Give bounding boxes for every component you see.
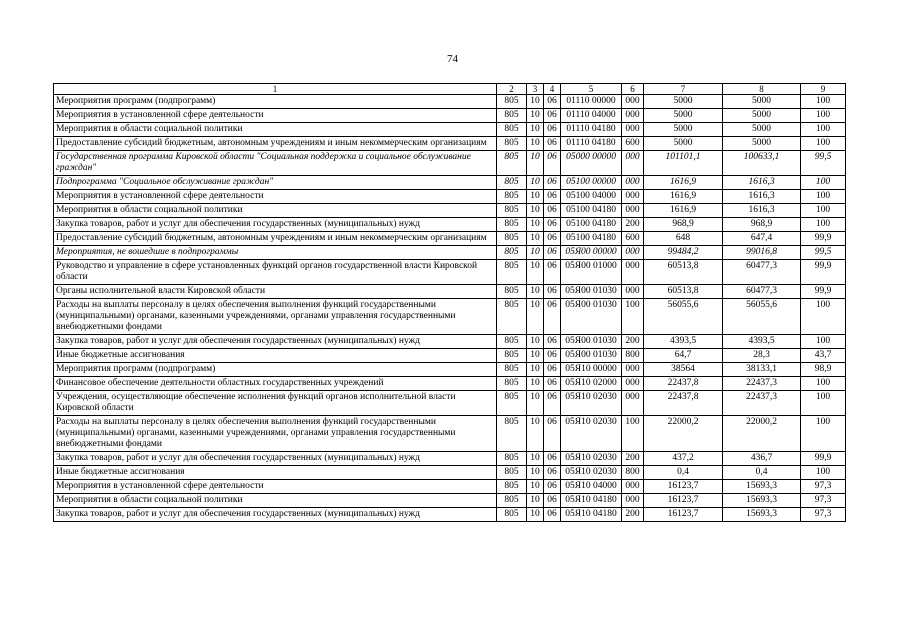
cell-section: 10 [527, 508, 544, 522]
cell-code-admin: 805 [497, 123, 527, 137]
cell-expense-type: 000 [622, 480, 644, 494]
cell-section: 10 [527, 466, 544, 480]
cell-planned: 437,2 [644, 452, 723, 466]
cell-expense-type: 000 [622, 494, 644, 508]
cell-planned: 22437,8 [644, 377, 723, 391]
cell-target-article: 05Я10 02030 [561, 391, 622, 416]
cell-section: 10 [527, 377, 544, 391]
cell-percent: 100 [801, 176, 846, 190]
cell-subsection: 06 [544, 218, 561, 232]
cell-percent: 100 [801, 123, 846, 137]
cell-target-article: 05Я10 04180 [561, 508, 622, 522]
cell-target-article: 05100 04180 [561, 232, 622, 246]
cell-section: 10 [527, 285, 544, 299]
cell-subsection: 06 [544, 480, 561, 494]
cell-code-admin: 805 [497, 377, 527, 391]
table-row [54, 363, 846, 377]
cell-code-admin: 805 [497, 391, 527, 416]
cell-planned: 16123,7 [644, 480, 723, 494]
cell-expense-type: 100 [622, 299, 644, 335]
cell-target-article: 05100 00000 [561, 176, 622, 190]
cell-name: Закупка товаров, работ и услуг для обеспечения государственных (муниципальных) нужд [54, 508, 497, 522]
table-row [54, 494, 846, 508]
cell-planned: 648 [644, 232, 723, 246]
cell-percent: 100 [801, 109, 846, 123]
cell-percent: 100 [801, 299, 846, 335]
cell-name: Мероприятия в области социальной политики [54, 494, 497, 508]
cell-name: Закупка товаров, работ и услуг для обеспечения государственных (муниципальных) нужд [54, 335, 497, 349]
table-header-row [54, 84, 846, 95]
cell-code-admin: 805 [497, 176, 527, 190]
cell-name: Финансовое обеспечение деятельности областных государственных учреждений [54, 377, 497, 391]
cell-percent: 97,3 [801, 508, 846, 522]
cell-planned: 56055,6 [644, 299, 723, 335]
cell-expense-type: 000 [622, 363, 644, 377]
cell-subsection: 06 [544, 109, 561, 123]
cell-planned: 60513,8 [644, 260, 723, 285]
cell-code-admin: 805 [497, 508, 527, 522]
cell-section: 10 [527, 218, 544, 232]
cell-code-admin: 805 [497, 137, 527, 151]
cell-name: Мероприятия в области социальной политики [54, 123, 497, 137]
cell-code-admin: 805 [497, 299, 527, 335]
cell-target-article: 05Я10 04180 [561, 494, 622, 508]
cell-planned: 968,9 [644, 218, 723, 232]
cell-percent: 98,9 [801, 363, 846, 377]
cell-section: 10 [527, 299, 544, 335]
table-row [54, 299, 846, 335]
cell-section: 10 [527, 363, 544, 377]
cell-percent: 100 [801, 335, 846, 349]
cell-executed: 4393,5 [723, 335, 801, 349]
cell-name: Мероприятия в установленной сфере деятельности [54, 109, 497, 123]
table-row [54, 391, 846, 416]
header-cell: 5 [561, 84, 622, 95]
cell-section: 10 [527, 95, 544, 109]
cell-executed: 60477,3 [723, 285, 801, 299]
cell-planned: 22437,8 [644, 391, 723, 416]
cell-target-article: 05Я00 01030 [561, 349, 622, 363]
cell-section: 10 [527, 335, 544, 349]
cell-expense-type: 000 [622, 391, 644, 416]
cell-expense-type: 000 [622, 204, 644, 218]
table-row [54, 416, 846, 452]
cell-code-admin: 805 [497, 232, 527, 246]
cell-code-admin: 805 [497, 218, 527, 232]
header-cell: 8 [723, 84, 801, 95]
cell-expense-type: 000 [622, 285, 644, 299]
cell-expense-type: 200 [622, 452, 644, 466]
cell-expense-type: 200 [622, 218, 644, 232]
cell-code-admin: 805 [497, 285, 527, 299]
header-cell: 2 [497, 84, 527, 95]
cell-subsection: 06 [544, 151, 561, 176]
cell-executed: 968,9 [723, 218, 801, 232]
table-row [54, 218, 846, 232]
cell-code-admin: 805 [497, 480, 527, 494]
cell-section: 10 [527, 232, 544, 246]
cell-target-article: 05Я10 02030 [561, 452, 622, 466]
cell-planned: 101101,1 [644, 151, 723, 176]
cell-target-article: 01110 04180 [561, 123, 622, 137]
cell-target-article: 05Я10 04000 [561, 480, 622, 494]
cell-name: Органы исполнительной власти Кировской области [54, 285, 497, 299]
table-row [54, 109, 846, 123]
cell-planned: 1616,9 [644, 190, 723, 204]
cell-name: Мероприятия, не вошедшие в подпрограммы [54, 246, 497, 260]
cell-planned: 16123,7 [644, 508, 723, 522]
cell-target-article: 05Я10 02000 [561, 377, 622, 391]
cell-name: Мероприятия в установленной сфере деятельности [54, 190, 497, 204]
cell-executed: 28,3 [723, 349, 801, 363]
cell-code-admin: 805 [497, 190, 527, 204]
cell-expense-type: 800 [622, 466, 644, 480]
cell-subsection: 06 [544, 95, 561, 109]
cell-code-admin: 805 [497, 151, 527, 176]
cell-target-article: 01110 04180 [561, 137, 622, 151]
cell-name: Иные бюджетные ассигнования [54, 466, 497, 480]
cell-planned: 5000 [644, 109, 723, 123]
cell-subsection: 06 [544, 508, 561, 522]
header-cell: 3 [527, 84, 544, 95]
budget-table [53, 83, 846, 522]
cell-executed: 15693,3 [723, 480, 801, 494]
cell-subsection: 06 [544, 377, 561, 391]
cell-percent: 99,5 [801, 246, 846, 260]
table-row [54, 335, 846, 349]
cell-executed: 5000 [723, 137, 801, 151]
cell-expense-type: 600 [622, 137, 644, 151]
cell-section: 10 [527, 137, 544, 151]
cell-name: Учреждения, осуществляющие обеспечение исполнения функций органов исполнительной власти Кировской области [54, 391, 497, 416]
table-row [54, 123, 846, 137]
cell-executed: 100633,1 [723, 151, 801, 176]
cell-percent: 100 [801, 190, 846, 204]
cell-percent: 100 [801, 137, 846, 151]
cell-code-admin: 805 [497, 416, 527, 452]
cell-percent: 100 [801, 391, 846, 416]
cell-subsection: 06 [544, 246, 561, 260]
cell-code-admin: 805 [497, 494, 527, 508]
cell-subsection: 06 [544, 494, 561, 508]
cell-target-article: 05100 04180 [561, 218, 622, 232]
cell-executed: 38133,1 [723, 363, 801, 377]
cell-executed: 22437,3 [723, 377, 801, 391]
cell-percent: 100 [801, 377, 846, 391]
cell-planned: 5000 [644, 137, 723, 151]
cell-name: Предоставление субсидий бюджетным, автономным учреждениям и иным некоммерческим организациям [54, 232, 497, 246]
cell-subsection: 06 [544, 204, 561, 218]
table-row [54, 285, 846, 299]
cell-name: Мероприятия программ (подпрограмм) [54, 363, 497, 377]
cell-code-admin: 805 [497, 363, 527, 377]
cell-percent: 43,7 [801, 349, 846, 363]
table-row [54, 232, 846, 246]
cell-section: 10 [527, 391, 544, 416]
cell-code-admin: 805 [497, 466, 527, 480]
cell-expense-type: 600 [622, 232, 644, 246]
cell-expense-type: 800 [622, 349, 644, 363]
table-row [54, 377, 846, 391]
cell-name: Подпрограмма "Социальное обслуживание граждан" [54, 176, 497, 190]
cell-expense-type: 000 [622, 176, 644, 190]
table-body [54, 84, 846, 522]
cell-name: Мероприятия в установленной сфере деятельности [54, 480, 497, 494]
table-row [54, 452, 846, 466]
cell-planned: 4393,5 [644, 335, 723, 349]
cell-name: Мероприятия программ (подпрограмм) [54, 95, 497, 109]
cell-section: 10 [527, 494, 544, 508]
cell-subsection: 06 [544, 123, 561, 137]
cell-subsection: 06 [544, 232, 561, 246]
cell-percent: 99,9 [801, 285, 846, 299]
cell-planned: 5000 [644, 123, 723, 137]
cell-target-article: 05Я10 02030 [561, 416, 622, 452]
cell-percent: 100 [801, 95, 846, 109]
cell-executed: 60477,3 [723, 260, 801, 285]
cell-executed: 99016,8 [723, 246, 801, 260]
cell-planned: 16123,7 [644, 494, 723, 508]
table-row [54, 137, 846, 151]
cell-executed: 5000 [723, 95, 801, 109]
cell-code-admin: 805 [497, 335, 527, 349]
cell-expense-type: 000 [622, 151, 644, 176]
cell-target-article: 05Я10 00000 [561, 363, 622, 377]
table-row [54, 349, 846, 363]
cell-expense-type: 000 [622, 260, 644, 285]
cell-percent: 99,9 [801, 232, 846, 246]
cell-name: Расходы на выплаты персоналу в целях обеспечения выполнения функций государственными (муниципальными) органами, казенными учреждениями, органами управления государственными внебюджетными фондами [54, 416, 497, 452]
header-cell: 4 [544, 84, 561, 95]
header-cell: 1 [54, 84, 497, 95]
cell-subsection: 06 [544, 137, 561, 151]
cell-executed: 0,4 [723, 466, 801, 480]
cell-target-article: 05100 04000 [561, 190, 622, 204]
cell-code-admin: 805 [497, 95, 527, 109]
cell-planned: 1616,9 [644, 176, 723, 190]
cell-percent: 99,5 [801, 151, 846, 176]
cell-name: Мероприятия в области социальной политики [54, 204, 497, 218]
cell-name: Иные бюджетные ассигнования [54, 349, 497, 363]
cell-target-article: 05Я00 01030 [561, 285, 622, 299]
cell-planned: 60513,8 [644, 285, 723, 299]
cell-executed: 56055,6 [723, 299, 801, 335]
cell-expense-type: 100 [622, 416, 644, 452]
cell-section: 10 [527, 452, 544, 466]
cell-executed: 1616,3 [723, 204, 801, 218]
cell-planned: 1616,9 [644, 204, 723, 218]
table-row [54, 508, 846, 522]
cell-expense-type: 000 [622, 123, 644, 137]
cell-subsection: 06 [544, 363, 561, 377]
cell-percent: 100 [801, 416, 846, 452]
page-number: 74 [447, 53, 458, 65]
cell-subsection: 06 [544, 299, 561, 335]
cell-expense-type: 000 [622, 190, 644, 204]
cell-expense-type: 200 [622, 508, 644, 522]
cell-expense-type: 000 [622, 109, 644, 123]
cell-code-admin: 805 [497, 452, 527, 466]
cell-section: 10 [527, 416, 544, 452]
table-row [54, 190, 846, 204]
cell-percent: 99,9 [801, 452, 846, 466]
table-row [54, 204, 846, 218]
cell-percent: 97,3 [801, 480, 846, 494]
header-cell: 7 [644, 84, 723, 95]
cell-percent: 97,3 [801, 494, 846, 508]
cell-name: Закупка товаров, работ и услуг для обеспечения государственных (муниципальных) нужд [54, 218, 497, 232]
cell-target-article: 01110 04000 [561, 109, 622, 123]
cell-percent: 100 [801, 204, 846, 218]
cell-section: 10 [527, 349, 544, 363]
cell-subsection: 06 [544, 349, 561, 363]
cell-section: 10 [527, 260, 544, 285]
header-cell: 9 [801, 84, 846, 95]
cell-percent: 100 [801, 218, 846, 232]
cell-executed: 15693,3 [723, 494, 801, 508]
cell-section: 10 [527, 204, 544, 218]
table-row [54, 260, 846, 285]
table-row [54, 151, 846, 176]
cell-executed: 647,4 [723, 232, 801, 246]
cell-subsection: 06 [544, 190, 561, 204]
cell-planned: 99484,2 [644, 246, 723, 260]
cell-section: 10 [527, 176, 544, 190]
cell-subsection: 06 [544, 176, 561, 190]
table-row [54, 95, 846, 109]
cell-subsection: 06 [544, 285, 561, 299]
cell-section: 10 [527, 190, 544, 204]
table-row [54, 176, 846, 190]
cell-section: 10 [527, 123, 544, 137]
header-cell: 6 [622, 84, 644, 95]
cell-planned: 0,4 [644, 466, 723, 480]
cell-executed: 22000,2 [723, 416, 801, 452]
cell-code-admin: 805 [497, 204, 527, 218]
cell-executed: 22437,3 [723, 391, 801, 416]
cell-subsection: 06 [544, 260, 561, 285]
cell-subsection: 06 [544, 466, 561, 480]
cell-code-admin: 805 [497, 109, 527, 123]
table-row [54, 480, 846, 494]
cell-section: 10 [527, 109, 544, 123]
cell-target-article: 05Я00 01030 [561, 335, 622, 349]
cell-planned: 38564 [644, 363, 723, 377]
cell-name: Руководство и управление в сфере установленных функций органов государственной власти Кировской области [54, 260, 497, 285]
cell-executed: 5000 [723, 123, 801, 137]
cell-executed: 1616,3 [723, 190, 801, 204]
table-row [54, 246, 846, 260]
cell-expense-type: 000 [622, 95, 644, 109]
cell-code-admin: 805 [497, 260, 527, 285]
cell-expense-type: 000 [622, 246, 644, 260]
cell-executed: 5000 [723, 109, 801, 123]
cell-target-article: 05Я10 02030 [561, 466, 622, 480]
cell-percent: 100 [801, 466, 846, 480]
cell-target-article: 05Я00 01030 [561, 299, 622, 335]
cell-target-article: 05Я00 01000 [561, 260, 622, 285]
table-row [54, 466, 846, 480]
cell-code-admin: 805 [497, 246, 527, 260]
cell-section: 10 [527, 151, 544, 176]
cell-name: Закупка товаров, работ и услуг для обеспечения государственных (муниципальных) нужд [54, 452, 497, 466]
cell-planned: 22000,2 [644, 416, 723, 452]
cell-executed: 1616,3 [723, 176, 801, 190]
cell-subsection: 06 [544, 335, 561, 349]
cell-planned: 5000 [644, 95, 723, 109]
cell-subsection: 06 [544, 416, 561, 452]
cell-subsection: 06 [544, 391, 561, 416]
cell-executed: 436,7 [723, 452, 801, 466]
cell-section: 10 [527, 246, 544, 260]
cell-executed: 15693,3 [723, 508, 801, 522]
cell-target-article: 01110 00000 [561, 95, 622, 109]
cell-expense-type: 200 [622, 335, 644, 349]
cell-expense-type: 000 [622, 377, 644, 391]
cell-name: Государственная программа Кировской области "Социальная поддержка и социальное обслуживание граждан" [54, 151, 497, 176]
cell-target-article: 05100 04180 [561, 204, 622, 218]
cell-subsection: 06 [544, 452, 561, 466]
cell-planned: 64,7 [644, 349, 723, 363]
cell-target-article: 05000 00000 [561, 151, 622, 176]
cell-section: 10 [527, 480, 544, 494]
cell-name: Расходы на выплаты персоналу в целях обеспечения выполнения функций государственными (муниципальными) органами, казенными учреждениями, органами управления государственными внебюджетными фондами [54, 299, 497, 335]
cell-code-admin: 805 [497, 349, 527, 363]
cell-percent: 99,9 [801, 260, 846, 285]
cell-target-article: 05Я00 00000 [561, 246, 622, 260]
cell-name: Предоставление субсидий бюджетным, автономным учреждениям и иным некоммерческим организациям [54, 137, 497, 151]
